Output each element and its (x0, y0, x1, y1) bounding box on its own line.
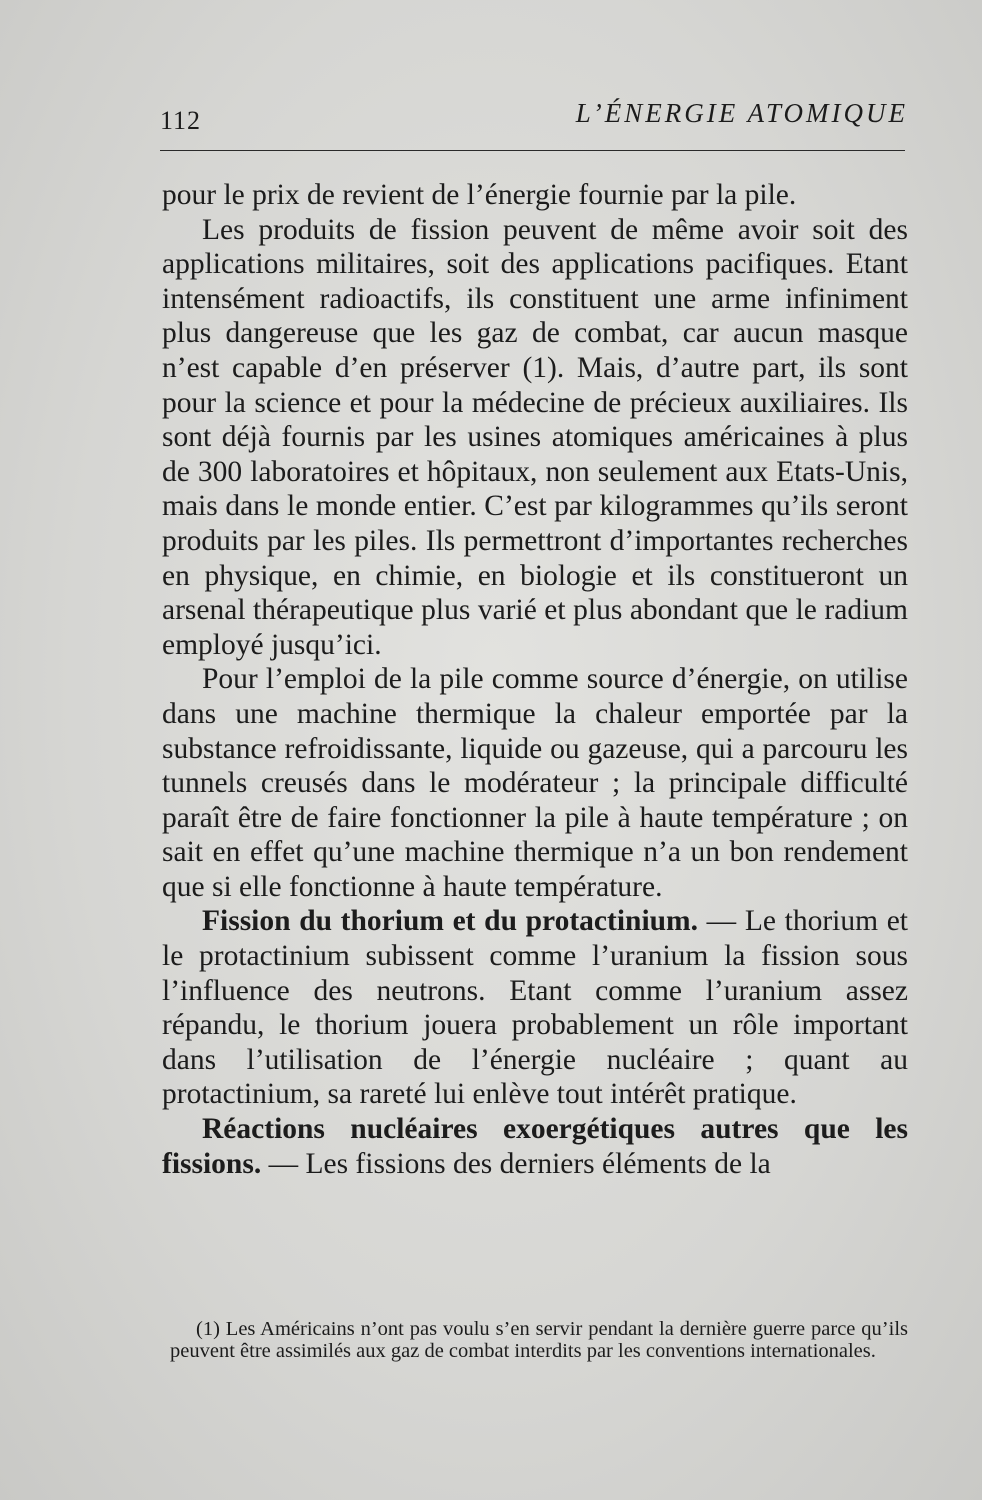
section-heading-thorium: Fission du thorium et du protactinium. (202, 905, 699, 938)
header-rule (160, 150, 905, 151)
paragraph-5 (162, 1112, 908, 1181)
paragraph-1: pour le prix de revient de l’énergie fournie par la pile. (162, 179, 797, 211)
paragraph-3: Pour l’emploi de la pile comme source d’énergie, on utilise dans une machine thermique la chaleur emportée par la substance refroidissante, liquide ou gazeuse, qui a parcouru les tunnels creusés dans le modérateur ; la principale difficulté paraît être de faire fonctionner la pile à haute température ; on sait en effet qu’une machine thermique n’a un bon rendement que si elle fonctionne à haute température. (162, 663, 908, 903)
page-header (160, 92, 908, 144)
running-title: L’ÉNERGIE ATOMIQUE (575, 98, 908, 128)
paragraph-2: Les produits de fission peuvent de même avoir soit des applications militaires, soit des applications pacifiques. Etant intensément radioactifs, ils constituent une arme infiniment plus dangereuse que les gaz de combat, car aucun masque n’est capable d’en préserver (1). Mais, d’autre part, ils sont pour la science et pour la médecine de précieux auxiliaires. Ils sont déjà fournis par les usines atomiques américaines à plus de 300 laboratoires et hôpitaux, non seulement aux Etats-Unis, mais dans le monde entier. C’est par kilogrammes qu’ils seront produits par les piles. Ils permettront d’importantes recherches en physique, en chimie, en biologie et ils constitueront un arsenal thérapeutique plus varié et plus abondant que le radium employé jusqu’ici. (162, 213, 908, 661)
paragraph-4-text: — Le thorium et le protactinium subissent comme l’uranium la fission sous l’influence des neutrons. Etant comme l’uranium assez répandu, le thorium jouera probablement un rôle important dans l’utilisation de l’énergie nucléaire ; quant au protactinium, sa rareté lui enlève tout intérêt pratique. (162, 905, 908, 1111)
paragraph-5-text: — Les fissions des derniers éléments de la (261, 1147, 771, 1180)
body-text (162, 178, 908, 1181)
footnote: (1) Les Américains n’ont pas voulu s’en servir pendant la dernière guerre parce qu’ils peuvent être assimilés aux gaz de combat interdits par les conventions internationales. (170, 1318, 908, 1362)
paragraph-4 (162, 904, 908, 1112)
section-heading-reactions: Réactions nucléaires exoergétiques autres que les fissions. (162, 1113, 908, 1180)
page-number: 112 (160, 106, 202, 135)
